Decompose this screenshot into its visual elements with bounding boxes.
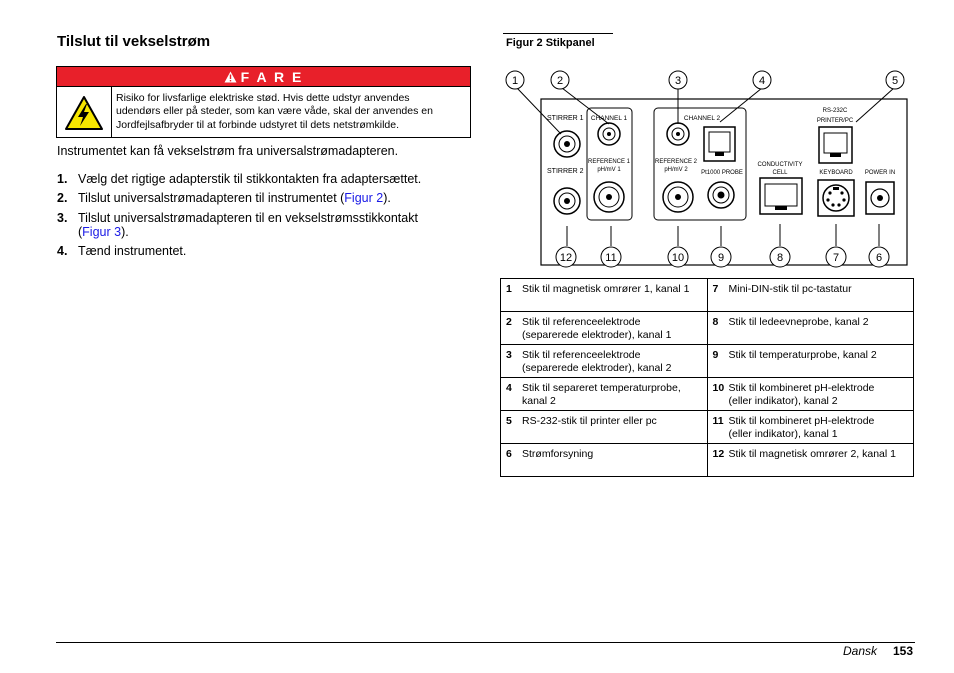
warning-triangle-icon xyxy=(224,71,237,83)
callout-8 xyxy=(770,247,790,267)
svg-text:4: 4 xyxy=(758,75,766,87)
keyboard-label: KEYBOARD xyxy=(819,170,853,176)
callout-4 xyxy=(753,71,771,89)
reference-1-label: REFERENCE 1 xyxy=(587,159,631,165)
table-row xyxy=(501,312,914,345)
danger-line: Risiko for livsfarlige elektriske stød. Hvis dette udstyr anvendes xyxy=(116,92,410,104)
legend-description: Stik til referenceelektrode (separerede elektroder), kanal 1 xyxy=(522,316,672,341)
legend-description: Stik til kombineret pH-elektrode (eller indikator), kanal 1 xyxy=(728,415,875,440)
legend-number: 3 xyxy=(506,349,512,361)
svg-text:1: 1 xyxy=(511,75,519,87)
danger-line: udendørs eller på steder, som kan være våde, skal der anvendes en xyxy=(116,105,433,118)
legend-description: Strømforsyning xyxy=(522,448,594,460)
svg-text:11: 11 xyxy=(605,252,617,264)
step-text: Tænd instrumentet. xyxy=(78,244,187,258)
legend-cell xyxy=(501,411,708,444)
legend-number: 10 xyxy=(712,382,725,394)
legend-description: RS-232-stik til printer eller pc xyxy=(522,415,657,427)
svg-text:5: 5 xyxy=(891,75,899,87)
ph-mv-2-label: pH/mV 2 xyxy=(664,167,688,173)
rs232-label: RS-232C xyxy=(822,108,848,114)
step-text-part: Tilslut universalstrømadapteren til instrumentet ( xyxy=(78,191,345,205)
legend-cell xyxy=(707,378,914,411)
danger-body xyxy=(57,86,470,138)
callout-3 xyxy=(669,71,687,89)
svg-text:6: 6 xyxy=(875,252,883,264)
svg-text:3: 3 xyxy=(674,75,682,87)
table-row xyxy=(501,378,914,411)
svg-text:10: 10 xyxy=(671,252,685,264)
legend-cell xyxy=(501,345,708,378)
callout-12 xyxy=(556,247,576,267)
svg-text:2: 2 xyxy=(556,75,564,87)
legend-cell xyxy=(501,378,708,411)
danger-line: Jordfejlsafbryder til at forbinde udstyret til dets netstrømkilde. xyxy=(116,118,400,131)
legend-number: 9 xyxy=(712,349,719,361)
ph-electrode-2-connector xyxy=(663,182,693,212)
table-row xyxy=(501,279,914,312)
footer-rule xyxy=(56,642,915,643)
callout-10 xyxy=(668,247,688,267)
svg-text:12: 12 xyxy=(559,252,573,264)
legend-number: 12 xyxy=(712,448,725,460)
legend-number: 8 xyxy=(712,316,719,328)
step-text-part: Tilslut universalstrømadapteren til en vekselstrømsstikkontakt xyxy=(78,211,418,225)
step-text-part: ). xyxy=(383,191,391,205)
legend-number: 5 xyxy=(506,415,512,427)
callout-5 xyxy=(886,71,904,89)
legend-description: Stik til ledeevneprobe, kanal 2 xyxy=(728,316,869,328)
conductivity-label: CONDUCTIVITY xyxy=(757,162,803,168)
danger-icon-cell xyxy=(57,87,112,138)
step-text xyxy=(78,211,478,239)
callout-11 xyxy=(601,247,621,267)
figure-caption-rule xyxy=(503,33,613,34)
legend-description: Stik til temperaturprobe, kanal 2 xyxy=(728,349,877,361)
reference-2-label: REFERENCE 2 xyxy=(654,159,698,165)
step-number: 2. xyxy=(57,191,68,205)
stirrer-1-label: STIRRER 1 xyxy=(547,115,584,122)
electric-shock-icon xyxy=(64,95,104,131)
legend-cell xyxy=(501,312,708,345)
table-row xyxy=(501,411,914,444)
legend-number: 11 xyxy=(712,415,724,427)
legend-description: Stik til referenceelektrode (separerede elektroder), kanal 2 xyxy=(522,349,672,374)
legend-number: 7 xyxy=(712,283,719,295)
table-row xyxy=(501,444,914,477)
legend-body xyxy=(501,279,914,477)
legend-cell xyxy=(707,312,914,345)
stirrer-2-label: STIRRER 2 xyxy=(547,168,584,175)
danger-label: F A R E xyxy=(240,68,304,85)
step-text xyxy=(78,191,478,205)
step-number: 1. xyxy=(57,172,68,186)
printer-pc-label: PRINTER/PC xyxy=(816,118,854,124)
step-number: 3. xyxy=(57,211,68,225)
legend-description: Mini-DIN-stik til pc-tastatur xyxy=(728,283,852,295)
step-text-part: ( xyxy=(78,225,83,239)
callout-6 xyxy=(869,247,889,267)
intro-text: Instrumentet kan få vekselstrøm fra universalstrømadapteren. xyxy=(57,144,399,158)
danger-box xyxy=(56,66,471,138)
step-text-part: ). xyxy=(121,225,129,239)
step-number: 4. xyxy=(57,244,68,258)
table-row xyxy=(501,345,914,378)
figure-caption: Figur 2 Stikpanel xyxy=(506,37,595,49)
legend-description: Stik til kombineret pH-elektrode (eller indikator), kanal 2 xyxy=(728,382,875,407)
callout-1 xyxy=(506,71,524,89)
legend-description: Stik til magnetisk omrører 2, kanal 1 xyxy=(728,448,896,460)
legend-number: 6 xyxy=(506,448,512,460)
danger-text xyxy=(112,87,433,138)
step-text: Vælg det rigtige adapterstik til stikkontakten fra adaptersættet. xyxy=(78,172,422,186)
svg-text:8: 8 xyxy=(776,252,784,264)
pt1000-probe-label: Pt1000 PROBE xyxy=(701,170,743,176)
legend-description: Stik til magnetisk omrører 1, kanal 1 xyxy=(522,283,690,295)
legend-description: Stik til separeret temperaturprobe, kanal 2 xyxy=(522,382,681,407)
legend-table xyxy=(500,278,914,477)
figure-3-link[interactable]: Figur 3 xyxy=(82,225,122,239)
legend-number: 4 xyxy=(506,382,512,394)
page-number: 153 xyxy=(893,644,914,658)
danger-header xyxy=(57,67,470,86)
section-title: Tilslut til vekselstrøm xyxy=(57,33,211,50)
callout-9 xyxy=(711,247,731,267)
legend-cell xyxy=(707,279,914,312)
figure-2-link[interactable]: Figur 2 xyxy=(344,191,384,205)
legend-cell xyxy=(707,345,914,378)
svg-text:7: 7 xyxy=(832,252,840,264)
ph-mv-1-label: pH/mV 1 xyxy=(597,167,621,173)
legend-cell xyxy=(707,411,914,444)
svg-text:9: 9 xyxy=(717,252,725,264)
ph-electrode-1-connector xyxy=(594,182,624,212)
power-in-label: POWER IN xyxy=(864,170,896,176)
legend-number: 1 xyxy=(506,283,512,295)
callout-2 xyxy=(551,71,569,89)
legend-cell xyxy=(501,279,708,312)
connector-panel-diagram xyxy=(500,64,914,274)
callout-7 xyxy=(826,247,846,267)
legend-number: 2 xyxy=(506,316,512,328)
conductivity-cell-label: CELL xyxy=(772,170,788,176)
channel-2-label: CHANNEL 2 xyxy=(683,115,721,122)
legend-cell xyxy=(501,444,708,477)
channel-1-label: CHANNEL 1 xyxy=(590,115,628,122)
legend-cell xyxy=(707,444,914,477)
footer-language: Dansk xyxy=(843,644,878,658)
